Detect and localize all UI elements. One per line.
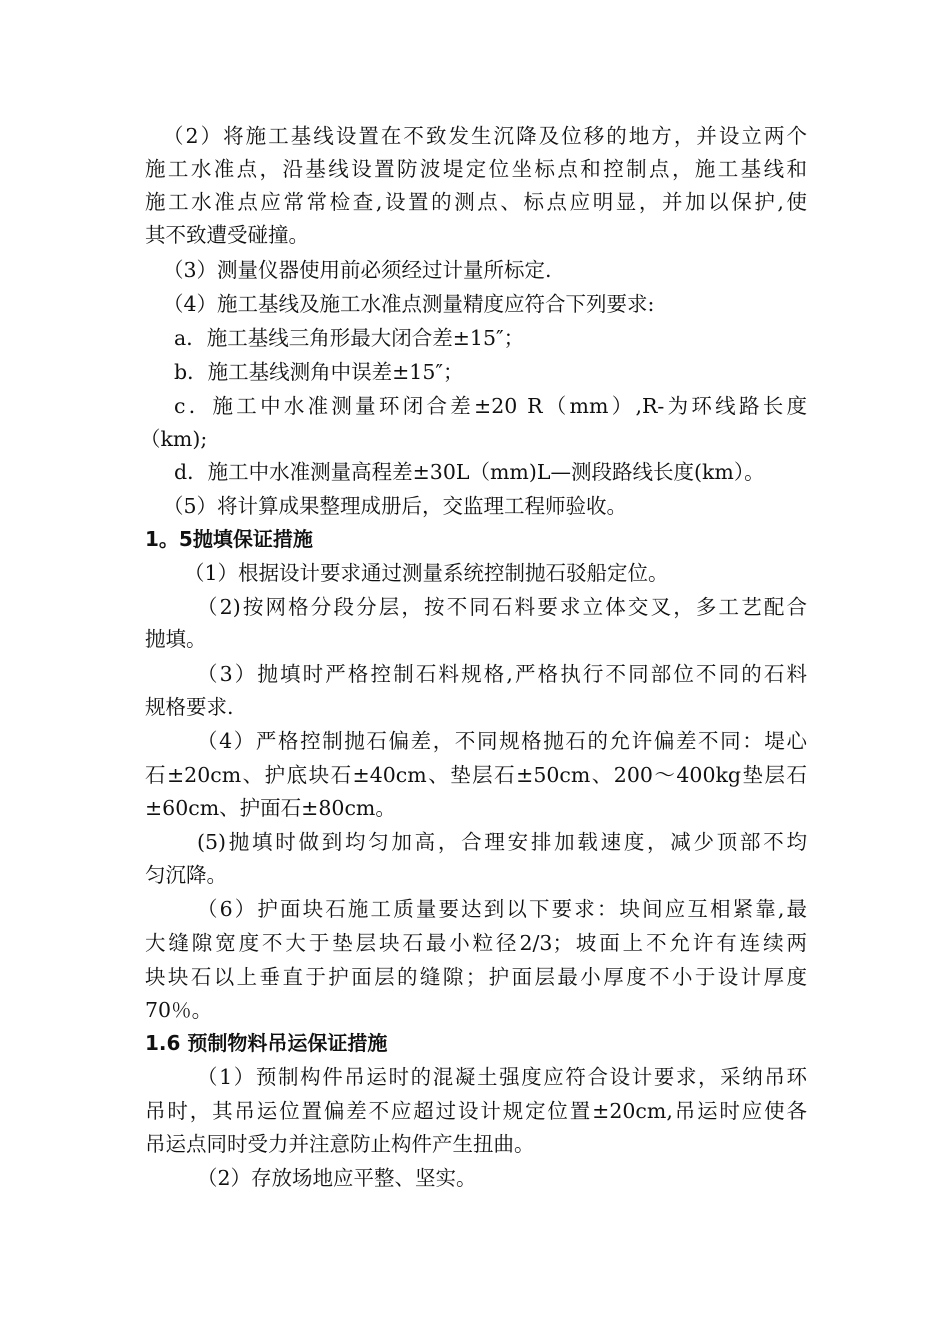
paragraph-line: 规格要求. bbox=[145, 695, 234, 719]
paragraph-line: 匀沉降。 bbox=[145, 863, 227, 887]
paragraph-line: 其不致遭受碰撞。 bbox=[145, 223, 309, 247]
paragraph-line: 施工水准点，沿基线设置防波堤定位坐标点和控制点，施工基线和 bbox=[145, 157, 807, 181]
paragraph-line: ±60cm、护面石±80cm。 bbox=[145, 796, 396, 820]
paragraph-line: b．施工基线测角中误差±15″； bbox=[174, 360, 464, 384]
paragraph-line: （5）将计算成果整理成册后，交监理工程师验收。 bbox=[163, 494, 628, 518]
paragraph-line: （km); bbox=[140, 427, 208, 451]
paragraph-line: c．施工中水准测量环闭合差±20 R（mm）,R-为环线路长度 bbox=[174, 394, 807, 418]
paragraph-line: （3）测量仪器使用前必须经过计量所标定. bbox=[163, 258, 552, 282]
paragraph-line: 吊运点同时受力并注意防止构件产生扭曲。 bbox=[145, 1132, 535, 1156]
paragraph-line: （2）存放场地应平整、坚实。 bbox=[197, 1166, 477, 1190]
paragraph-line: (5)抛填时做到均匀加高，合理安排加载速度，减少顶部不均 bbox=[197, 830, 807, 854]
paragraph-line: 抛填。 bbox=[145, 627, 207, 651]
paragraph-line: （2）将施工基线设置在不致发生沉降及位移的地方，并设立两个 bbox=[163, 124, 807, 148]
section-heading: 1。5抛填保证措施 bbox=[145, 527, 313, 551]
paragraph-line: 块块石以上垂直于护面层的缝隙；护面层最小厚度不小于设计厚度 bbox=[145, 965, 807, 989]
paragraph-line: （4）严格控制抛石偏差，不同规格抛石的允许偏差不同：堤心 bbox=[197, 729, 807, 753]
paragraph-line: 吊时，其吊运位置偏差不应超过设计规定位置±20cm,吊运时应使各 bbox=[145, 1099, 807, 1123]
paragraph-line: d．施工中水准测量高程差±30L（mm)L—测段路线长度(km）。 bbox=[174, 460, 765, 484]
paragraph-line: （1）根据设计要求通过测量系统控制抛石驳船定位。 bbox=[184, 561, 669, 585]
paragraph-line: （4）施工基线及施工水准点测量精度应符合下列要求: bbox=[163, 292, 655, 316]
paragraph-line: （2)按网格分段分层，按不同石料要求立体交叉，多工艺配合 bbox=[197, 595, 807, 619]
paragraph-line: 70％。 bbox=[145, 998, 213, 1022]
paragraph-line: a．施工基线三角形最大闭合差±15″； bbox=[174, 326, 525, 350]
paragraph-line: （6）护面块石施工质量要达到以下要求：块间应互相紧靠,最 bbox=[197, 897, 807, 921]
section-heading: 1.6 预制物料吊运保证措施 bbox=[145, 1031, 388, 1055]
paragraph-line: （3）抛填时严格控制石料规格,严格执行不同部位不同的石料 bbox=[197, 662, 807, 686]
paragraph-line: 石±20cm、护底块石±40cm、垫层石±50cm、200～400kg垫层石 bbox=[145, 763, 807, 787]
paragraph-line: （1）预制构件吊运时的混凝土强度应符合设计要求，采纳吊环 bbox=[197, 1065, 807, 1089]
paragraph-line: 施工水准点应常常检查,设置的测点、标点应明显，并加以保护,使 bbox=[145, 190, 807, 214]
paragraph-line: 大缝隙宽度不大于垫层块石最小粒径2/3；坡面上不允许有连续两 bbox=[145, 931, 807, 955]
